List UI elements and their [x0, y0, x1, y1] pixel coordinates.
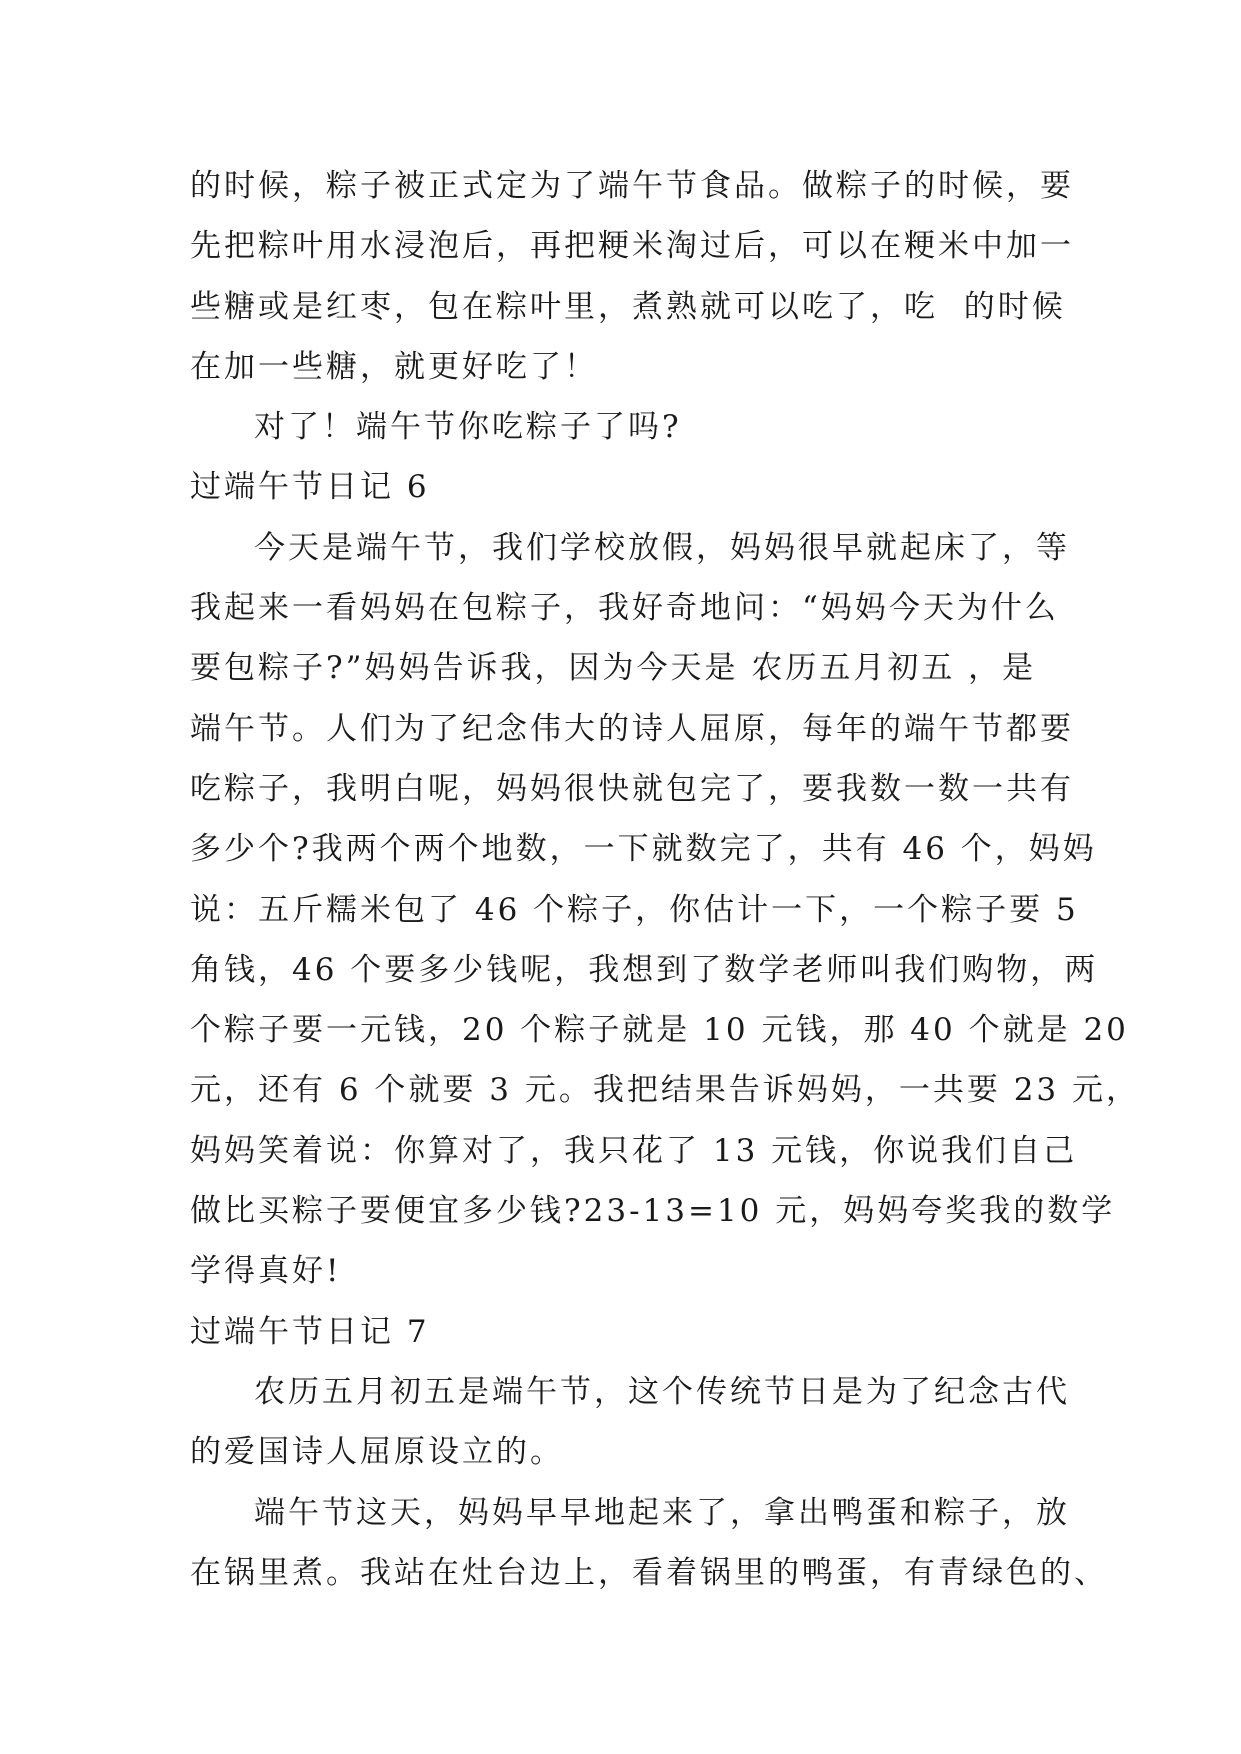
text-line: 农历五月初五是端午节，这个传统节日是为了纪念古代 — [254, 1373, 1070, 1410]
text-line: 在锅里煮。我站在灶台边上，看着锅里的鸭蛋，有青绿色的、 — [190, 1554, 1108, 1591]
text-line: 端午节。人们为了纪念伟大的诗人屈原，每年的端午节都要 — [190, 710, 1074, 747]
text-line: 说：五斤糯米包了 46 个粽子，你估计一下，一个粽子要 5 — [190, 891, 1079, 928]
text-line: 要包粽子?”妈妈告诉我，因为今天是 农历五月初五 ，是 — [190, 650, 1037, 687]
text-line: 端午节这天，妈妈早早地起来了，拿出鸭蛋和粽子，放 — [254, 1494, 1070, 1531]
text-line: 妈妈笑着说：你算对了，我只花了 13 元钱，你说我们自己 — [190, 1132, 1078, 1169]
text-line: 对了！端午节你吃粽子了吗? — [254, 409, 682, 446]
text-line: 学得真好! — [190, 1253, 342, 1290]
section-heading: 过端午节日记 6 — [190, 469, 430, 506]
text-line: 吃粽子，我明白呢，妈妈很快就包完了，要我数一数一共有 — [190, 770, 1074, 807]
text-line: 个粽子要一元钱，20 个粽子就是 10 元钱，那 40 个就是 20 — [190, 1012, 1129, 1049]
text-line: 我起来一看妈妈在包粽子，我好奇地问：“妈妈今天为什么 — [190, 590, 1059, 627]
text-line: 今天是端午节，我们学校放假，妈妈很早就起床了，等 — [254, 529, 1070, 566]
text-line: 的时候，粽子被正式定为了端午节食品。做粽子的时候，要 — [190, 168, 1074, 204]
text-line: 在加一些糖，就更好吃了！ — [190, 348, 598, 385]
text-line: 做比买粽子要便宜多少钱?23-13=10 元，妈妈夸奖我的数学 — [190, 1193, 1116, 1230]
text-line: 些糖或是红枣，包在粽叶里，煮熟就可以吃了，吃 的时候 — [190, 288, 1066, 325]
text-line: 先把粽叶用水浸泡后，再把粳米淘过后，可以在粳米中加一 — [190, 228, 1074, 265]
text-line: 元，还有 6 个就要 3 元。我把结果告诉妈妈，一共要 23 元， — [190, 1072, 1141, 1109]
document-body — [190, 156, 1141, 1603]
text-line: 多少个?我两个两个地数，一下就数完了，共有 46 个，妈妈 — [190, 831, 1097, 868]
text-line: 的爱国诗人屈原设立的。 — [190, 1434, 564, 1471]
section-heading: 过端午节日记 7 — [190, 1313, 430, 1350]
text-line: 角钱，46 个要多少钱呢，我想到了数学老师叫我们购物，两 — [190, 951, 1099, 988]
